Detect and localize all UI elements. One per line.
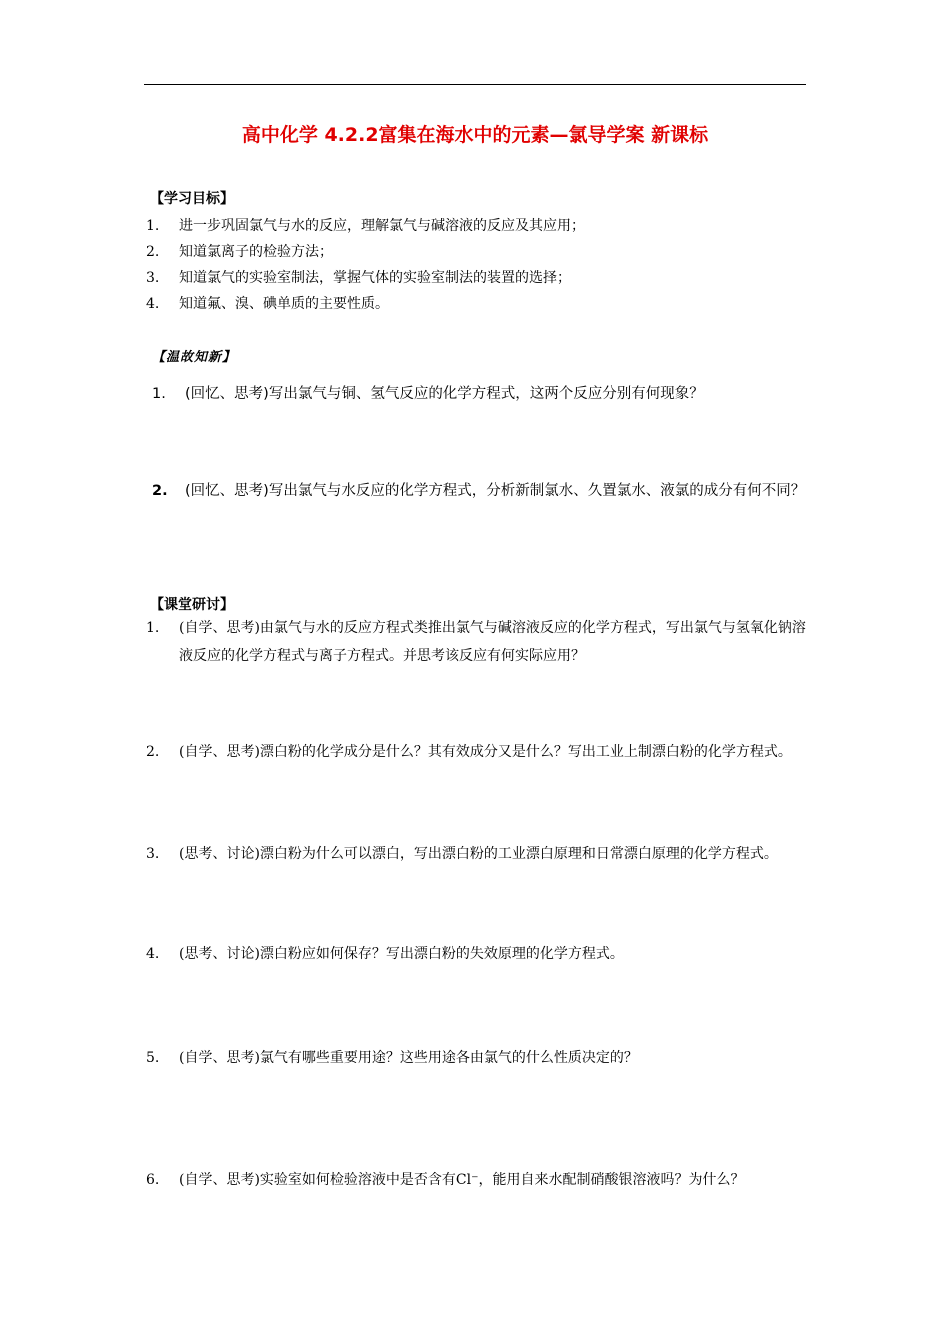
goal-number: 3. [146, 270, 160, 286]
goal-text: 知道氯离子的检验方法； [179, 244, 333, 260]
classroom-number: 5. [146, 1050, 160, 1066]
classroom-text: (自学、思考)由氯气与水的反应方程式类推出氯气与碱溶液反应的化学方程式，写出氯气与氢氧化钠溶液反应的化学方程式与离子方程式。并思考该反应有何实际应用？ [179, 620, 806, 664]
classroom-item [146, 738, 816, 766]
classroom-number: 2. [146, 744, 160, 760]
review-text: (回忆、思考)写出氯气与铜、氢气反应的化学方程式，这两个反应分别有何现象？ [185, 386, 704, 402]
goal-text: 知道氟、溴、碘单质的主要性质。 [179, 296, 389, 312]
classroom-text: (自学、思考)氯气有哪些重要用途？这些用途各由氯气的什么性质决定的？ [179, 1050, 638, 1066]
classroom-heading: 【课堂研讨】 [150, 597, 234, 613]
review-item [152, 378, 812, 410]
header-rule [144, 84, 806, 85]
classroom-number: 1. [146, 620, 160, 636]
goals-heading: 【学习目标】 [150, 191, 234, 207]
classroom-text: (思考、讨论)漂白粉应如何保存？写出漂白粉的失效原理的化学方程式。 [179, 946, 624, 962]
review-number: 1. [152, 386, 166, 402]
goal-text: 进一步巩固氯气与水的反应，理解氯气与碱溶液的反应及其应用； [179, 218, 585, 234]
goal-item [146, 264, 816, 292]
goal-text: 知道氯气的实验室制法，掌握气体的实验室制法的装置的选择； [179, 270, 571, 286]
goal-number: 2. [146, 244, 160, 260]
goal-number: 4. [146, 296, 160, 312]
classroom-text: (自学、思考)实验室如何检验溶液中是否含有Cl⁻，能用自来水配制硝酸银溶液吗？为什么？ [179, 1172, 745, 1188]
classroom-item [146, 940, 816, 968]
classroom-number: 4. [146, 946, 160, 962]
review-item [152, 475, 812, 507]
classroom-number: 6. [146, 1172, 160, 1188]
classroom-number: 3. [146, 846, 160, 862]
goal-number: 1. [146, 218, 160, 234]
review-text: (回忆、思考)写出氯气与水反应的化学方程式，分析新制氯水、久置氯水、液氯的成分有何不同？ [185, 483, 806, 499]
review-number: 2. [152, 483, 168, 499]
page-title: 高中化学 4.2.2富集在海水中的元素—氯导学案 新课标 [241, 124, 709, 146]
classroom-item [146, 614, 816, 670]
review-heading: 【温故知新】 [152, 350, 237, 365]
classroom-item [146, 840, 816, 868]
goal-item [146, 290, 816, 318]
classroom-text: (自学、思考)漂白粉的化学成分是什么？其有效成分又是什么？写出工业上制漂白粉的化学方程式。 [179, 744, 792, 760]
goal-item [146, 212, 816, 240]
classroom-item [146, 1166, 816, 1194]
classroom-item [146, 1044, 816, 1072]
goal-item [146, 238, 816, 266]
classroom-text: (思考、讨论)漂白粉为什么可以漂白，写出漂白粉的工业漂白原理和日常漂白原理的化学方程式。 [179, 846, 778, 862]
